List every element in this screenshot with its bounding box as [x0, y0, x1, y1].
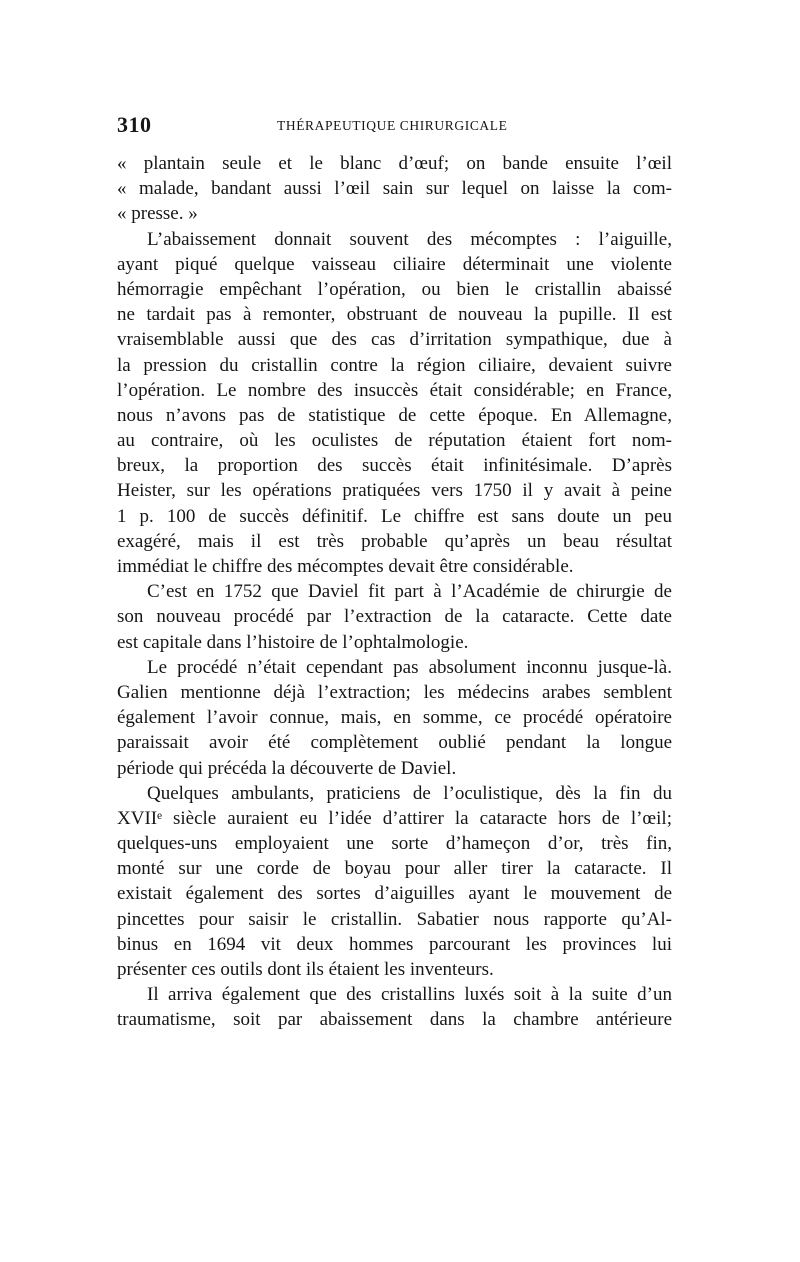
text-line: breux, la proportion des succès était infinitésimale. D’après — [117, 455, 672, 477]
text-line: la pression du cristallin contre la région ciliaire, devaient suivre — [117, 354, 672, 376]
text-line: L’abaissement donnait souvent des mécomptes : l’aiguille, — [147, 228, 672, 250]
page-header — [117, 112, 672, 142]
text-line: « malade, bandant aussi l’œil sain sur lequel on laisse la com- — [117, 178, 672, 200]
text-line: son nouveau procédé par l’extraction de la cataracte. Cette date — [117, 606, 672, 628]
text-line: au contraire, où les oculistes de réputation étaient fort nom- — [117, 430, 672, 452]
text-line: Le procédé n’était cependant pas absolument inconnu jusque-là. — [147, 656, 672, 678]
text-line: binus en 1694 vit deux hommes parcourant les provinces lui — [117, 933, 672, 955]
text-line: immédiat le chiffre des mécomptes devait être considérable. — [117, 556, 574, 577]
text-line: ne tardait pas à remonter, obstruant de nouveau la pupille. Il est — [117, 304, 672, 326]
text-line: période qui précéda la découverte de Daviel. — [117, 757, 457, 779]
text-line: exagéré, mais il est très probable qu’après un beau résultat — [117, 530, 672, 552]
text-line: pincettes pour saisir le cristallin. Sabatier nous rapporte qu’Al- — [117, 908, 672, 930]
text-line: paraissait avoir été complètement oublié pendant la longue — [117, 732, 672, 754]
body-text — [117, 151, 672, 1033]
text-line: « presse. » — [117, 203, 198, 225]
page-number: 310 — [117, 112, 152, 137]
text-line: existait également des sortes d’aiguilles ayant le mouvement de — [117, 883, 672, 905]
text-line: monté sur une corde de boyau pour aller tirer la cataracte. Il — [117, 858, 672, 880]
text-line: 1 p. 100 de succès définitif. Le chiffre est sans doute un peu — [117, 505, 672, 527]
text-line: Galien mentionne déjà l’extraction; les médecins arabes semblent — [117, 681, 672, 703]
text-line: également l’avoir connue, mais, en somme, ce procédé opératoire — [117, 707, 672, 729]
text-line: nous n’avons pas de statistique de cette époque. En Allemagne, — [117, 404, 672, 426]
text-line: l’opération. Le nombre des insuccès était considérable; en France, — [117, 379, 672, 401]
text-line: est capitale dans l’histoire de l’ophtalmologie. — [117, 631, 469, 653]
text-line: Il arriva également que des cristallins luxés soit à la suite d’un — [147, 984, 672, 1006]
text-line: hémorragie empêchant l’opération, ou bien le cristallin abaissé — [117, 278, 672, 300]
text-line: traumatisme, soit par abaissement dans la chambre antérieure — [117, 1009, 672, 1031]
text-line: Quelques ambulants, praticiens de l’oculistique, dès la fin du — [147, 782, 672, 804]
text-line: C’est en 1752 que Daviel fit part à l’Académie de chirurgie de — [147, 581, 672, 603]
text-line: « plantain seule et le blanc d’œuf; on bande ensuite l’œil — [117, 153, 672, 174]
text-line: vraisemblable aussi que des cas d’irritation sympathique, due à — [117, 329, 672, 351]
text-line: XVIIᵉ siècle auraient eu l’idée d’attirer la cataracte hors de l’œil; — [117, 807, 672, 829]
running-title: THÉRAPEUTIQUE CHIRURGICALE — [277, 118, 508, 133]
text-line: ayant piqué quelque vaisseau ciliaire déterminait une violente — [117, 253, 672, 275]
text-line: quelques-uns employaient une sorte d’hameçon d’or, très fin, — [117, 833, 672, 855]
text-line: présenter ces outils dont ils étaient les inventeurs. — [117, 959, 494, 980]
text-line: Heister, sur les opérations pratiquées vers 1750 il y avait à peine — [117, 480, 672, 502]
